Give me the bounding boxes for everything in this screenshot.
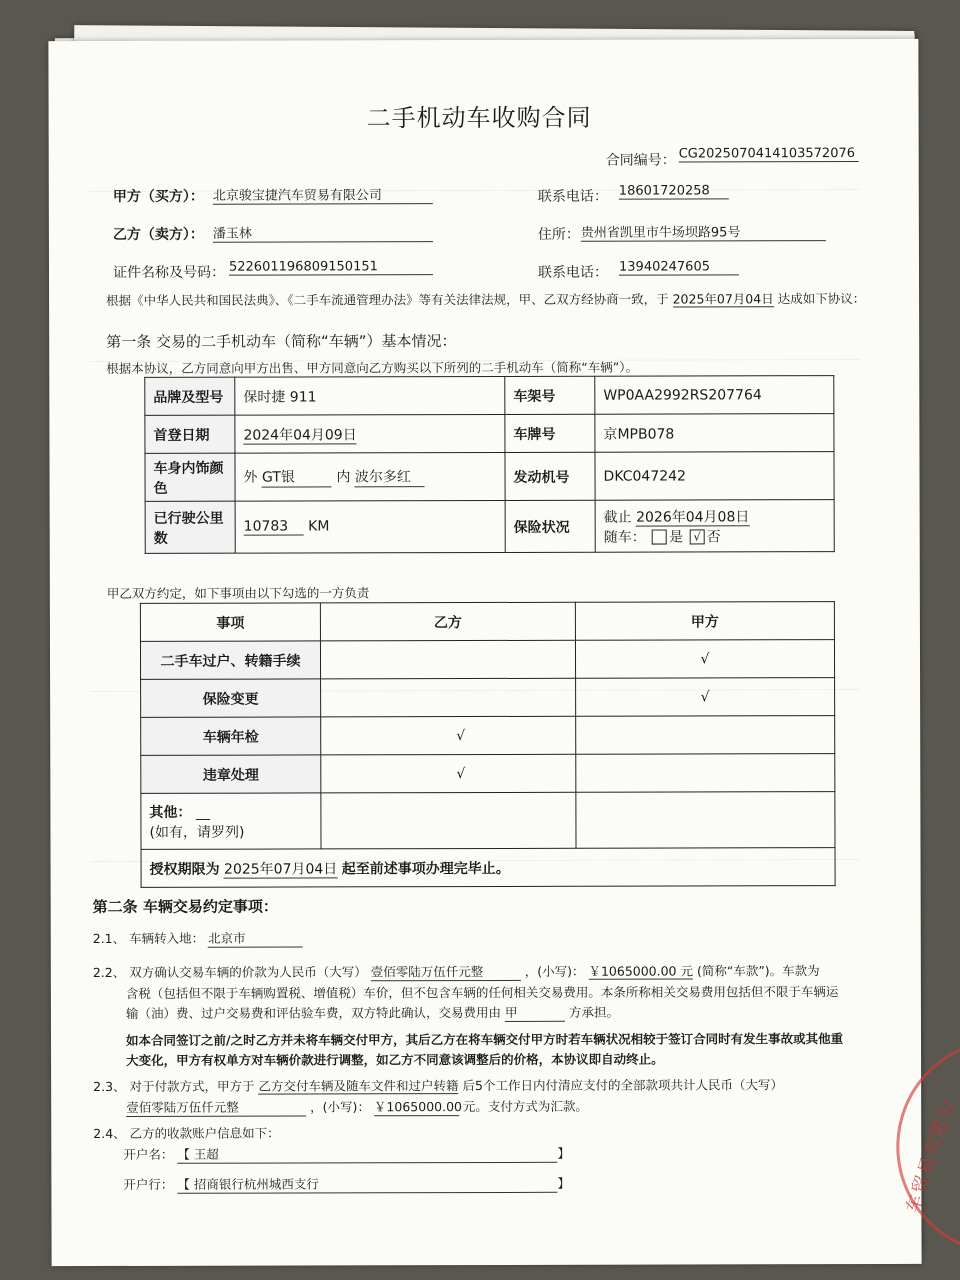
clause-text: ，(小写)： [310, 1099, 370, 1115]
other-note: (如有，请罗列) [149, 824, 245, 841]
clause-2-3 [93, 1075, 783, 1095]
duty-item: 违章处理 [141, 755, 321, 793]
party-a: 北京骏宝捷汽车贸易有限公司 [213, 184, 433, 205]
price-lower: ￥1065000.00 元 [588, 963, 693, 979]
duties-intro: 甲乙双方约定，如下事项由以下勾选的一方负责 [106, 585, 370, 601]
model-label: 品牌及型号 [145, 377, 235, 415]
ext-color: GT银 [262, 466, 332, 487]
account-bank-row [123, 1174, 570, 1194]
address: 贵州省凯里市牛场坝路95号 [581, 221, 826, 242]
phone-b-label: 联系电话： [537, 264, 609, 281]
duty-item: 车辆年检 [141, 717, 321, 755]
clause-2-4 [93, 1124, 279, 1142]
duties-h-item: 事项 [140, 603, 320, 641]
clause-2-3-line2 [126, 1097, 588, 1117]
fee-payer: 甲 [505, 1003, 565, 1022]
yes-checkbox [652, 530, 667, 545]
company-seal [896, 1038, 960, 1255]
phone-b: 13940247605 [619, 259, 739, 275]
account-bank-label: 开户行： [123, 1176, 174, 1192]
clause-2-1 [93, 928, 303, 948]
party-b: 潘玉林 [213, 222, 433, 243]
duty-b-mark: √ [321, 716, 576, 755]
plate: 京MPB078 [595, 414, 834, 453]
duty-a-mark: √ [575, 640, 834, 679]
payment-upper: 壹佰零陆万伍仟元整 [126, 1097, 306, 1116]
contract-no: CG2025070414103572076 [679, 146, 859, 162]
account-name: 【 王超 [177, 1144, 557, 1164]
party-a-label: 甲方（买方）： [112, 188, 204, 205]
seal-text: 车贸易有限公 [902, 1094, 960, 1216]
yes-label: 是 [669, 528, 684, 546]
clause-text: 双方确认交易车辆的价款为人民币（大写） [129, 964, 367, 980]
auth-prefix: 授权期限为 [149, 861, 220, 878]
bracket-close: 】 [557, 1175, 570, 1191]
payment-lower: ￥1065000.00 [373, 1099, 463, 1115]
clause-no: 2.4、 [93, 1125, 126, 1142]
duty-a-mark [576, 716, 835, 755]
adjustment-clause-1: 如本合同签订之前/之时乙方并未将车辆交付甲方，其后乙方在将车辆交付甲方时若车辆状况相较于签订合同时有发生事故或其他重 [125, 1031, 844, 1048]
contract-title: 二手机动车收购合同 [366, 103, 592, 133]
with-car-label: 随车： [603, 529, 646, 546]
destination: 北京市 [208, 928, 303, 947]
clause-no: 2.2、 [92, 964, 126, 981]
auth-suffix: 起至前述事项办理完毕止。 [341, 860, 510, 877]
duties-h-b: 乙方 [320, 602, 575, 641]
article1-heading: 第一条 交易的二手机动车（简称“车辆”）基本情况： [106, 332, 457, 351]
duties-table [140, 601, 836, 888]
ins-until-prefix: 截止 [603, 509, 632, 526]
plate-label: 车牌号 [505, 414, 595, 452]
contract-no-label: 合同编号： [605, 152, 676, 169]
no-checkbox: √ [690, 529, 705, 544]
clause-text: (简称“车款”)。车款为 [696, 963, 820, 979]
duty-b-mark [321, 678, 576, 717]
preamble [106, 289, 865, 309]
bracket-close: 】 [557, 1145, 570, 1161]
duty-b-mark: √ [321, 754, 576, 793]
mileage-label: 已行驶公里数 [145, 501, 235, 553]
other-label: 其他： [149, 804, 192, 821]
preamble-text: 根据《中华人民共和国民法典》、《二手车流通管理办法》等有关法律法规，甲、乙双方经协商一致，于 [106, 291, 669, 308]
party-b-label: 乙方（卖方）： [112, 226, 204, 243]
clause-text: 元。支付方式为汇款。 [462, 1098, 588, 1115]
ins-until: 2026年04月08日 [636, 508, 750, 526]
phone-a-label: 联系电话： [537, 188, 608, 205]
mileage: 10783 [244, 518, 304, 535]
engine-label: 发动机号 [505, 452, 595, 500]
article1-intro: 根据本协议，乙方同意向甲方出售、甲方同意向乙方购买以下所列的二手机动车（简称“车辆”）。 [106, 359, 638, 376]
clause-no: 2.1、 [92, 930, 126, 947]
clause-2-2-line3 [126, 1003, 619, 1023]
account-name-label: 开户名： [123, 1146, 174, 1162]
adjustment-clause-2: 大变化，甲方有权单方对车辆价款进行调整，如乙方不同意该调整后的价格，本协议即自动终止。 [126, 1051, 664, 1068]
clause-2-2-line2: 含税（包括但不限于车辆购置税、增值税）车价，但不包含车辆的任何相关交易费用。本条所称相关交易费用包括但不限于车辆运 [125, 984, 839, 1001]
duty-b-mark [320, 640, 575, 679]
preamble-end: 达成如下协议： [777, 291, 866, 307]
clause-text: 车辆转入地： [129, 930, 205, 946]
clause-text: ，(小写)： [524, 963, 585, 979]
engine: DKC047242 [595, 452, 834, 501]
vin: WP0AA2992RS207764 [595, 376, 834, 415]
duty-item: 二手车过户、转籍手续 [140, 641, 320, 679]
account-bank: 【 招商银行杭州城西支行 [177, 1174, 557, 1194]
duties-h-a: 甲方 [575, 602, 834, 641]
other-a [576, 792, 835, 849]
clause-text: 方承担。 [568, 1004, 619, 1020]
payment-condition: 乙方交付车辆及随车文件和过户转籍 [258, 1078, 459, 1094]
ext-prefix: 外 [243, 469, 258, 486]
auth-date: 2025年07月04日 [223, 860, 338, 878]
clause-text: 后5个工作日内付清应支付的全部款项共计人民币（大写） [462, 1077, 783, 1094]
account-name-row [123, 1144, 570, 1164]
int-prefix: 内 [336, 469, 351, 486]
other-b [321, 792, 576, 849]
mileage-unit: KM [308, 518, 330, 535]
clause-2-2 [93, 961, 820, 982]
other-value: __ [195, 804, 210, 821]
id-no: 522601196809150151 [229, 259, 433, 276]
insurance-label: 保险状况 [505, 500, 595, 552]
model: 保时捷 911 [235, 376, 505, 415]
reg-date-label: 首登日期 [145, 415, 235, 453]
vin-label: 车架号 [505, 376, 595, 414]
duty-a-mark: √ [576, 678, 835, 717]
phone-a: 18601720258 [619, 183, 729, 199]
clause-text: 输（油）费、过户交易费和评估验车费，双方特此确认，交易费用由 [125, 1004, 501, 1021]
reg-date: 2024年04月09日 [243, 426, 357, 444]
price-upper: 壹佰零陆万伍仟元整 [371, 962, 521, 981]
id-label: 证件名称及号码： [112, 264, 226, 281]
article2-heading: 第二条 车辆交易约定事项： [92, 897, 278, 917]
address-label: 住所： [537, 226, 580, 243]
no-label: 否 [706, 528, 721, 545]
vehicle-table [144, 375, 834, 554]
contract-page [48, 39, 960, 1266]
clause-text: 对于付款方式，甲方于 [129, 1078, 255, 1094]
duty-item: 保险变更 [141, 679, 321, 717]
clause-no: 2.3、 [93, 1078, 126, 1095]
clause-text: 乙方的收款账户信息如下： [129, 1125, 280, 1141]
show-through [89, 189, 859, 192]
color-label: 车身内饰颜色 [145, 453, 235, 501]
preamble-date: 2025年07月04日 [672, 291, 774, 307]
int-color: 波尔多红 [355, 466, 425, 487]
duty-a-mark [576, 754, 835, 793]
